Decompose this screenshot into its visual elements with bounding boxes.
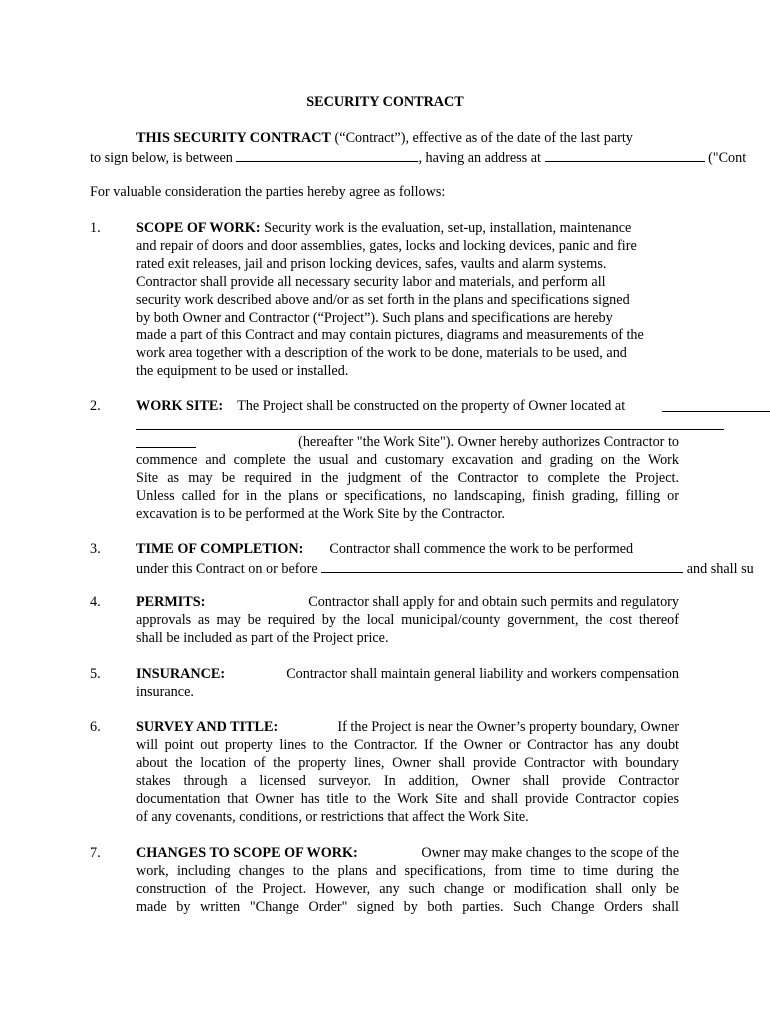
section-1-line: made a part of this Contract and may contain pictures, diagrams and measurements of the — [136, 327, 644, 344]
section-3-line-2 — [136, 559, 754, 579]
section-6-line: of any covenants, conditions, or restrictions that affect the Work Site. — [136, 808, 529, 825]
section-2-line: Unless called for in the plans or specifications, no landscaping, finish grading, filling or — [136, 487, 679, 504]
section-6-heading: SURVEY AND TITLE: — [136, 719, 279, 735]
section-1-line: the equipment to be used or installed. — [136, 363, 349, 380]
section-3-line-2-a: under this Contract on or before — [136, 561, 318, 577]
section-1-body — [136, 220, 679, 381]
section-6-number: 6. — [90, 719, 101, 735]
section-3-line-2-b: and shall su — [686, 561, 754, 577]
intro-line-2-b: , having an address at — [418, 150, 545, 166]
section-3-number: 3. — [90, 541, 101, 557]
section-7-line-1 — [136, 845, 679, 863]
section-7-line: construction of the Project. However, any such change or modification shall only be — [136, 880, 679, 897]
section-7-line-1-text: Owner may make changes to the scope of the — [421, 845, 679, 861]
section-6-line: about the location of the property lines, Owner shall provide Contractor with boundary — [136, 754, 679, 771]
work-site-address-blank-3[interactable] — [136, 434, 196, 448]
section-1-line: security work described above and/or as set forth in the plans and specifications signed — [136, 291, 630, 308]
section-5-heading: INSURANCE: — [136, 666, 226, 682]
section-4-line-1-text: Contractor shall apply for and obtain such permits and regulatory — [308, 594, 679, 610]
section-1-line: Contractor shall provide all necessary security labor and materials, and perform all — [136, 273, 606, 290]
work-site-address-blank-2[interactable] — [136, 416, 724, 430]
section-2-line: excavation is to be performed at the Work Site by the Contractor. — [136, 505, 505, 522]
work-site-address-blank-1[interactable] — [662, 398, 770, 412]
section-1-line: work area together with a description of the work to be done, materials to be used, and — [136, 345, 627, 362]
section-7-heading: CHANGES TO SCOPE OF WORK: — [136, 845, 358, 861]
section-2-line-3 — [136, 434, 679, 452]
section-1-line: rated exit releases, jail and prison locking devices, safes, vaults and alarm systems. — [136, 255, 607, 272]
section-6-line: documentation that Owner has title to the Work Site and shall provide Contractor copies — [136, 790, 679, 807]
section-2-line-1 — [136, 398, 625, 416]
section-2-line: Site as may be required in the judgment of the Contractor to complete the Project. — [136, 469, 679, 486]
section-6-line: stakes through a licensed surveyor. In addition, Owner shall provide Contractor — [136, 772, 679, 789]
section-6-body — [136, 719, 679, 826]
section-7-line: made by written "Change Order" signed by both parties. Such Change Orders shall — [136, 898, 679, 915]
section-5-body — [136, 666, 679, 702]
section-4-number: 4. — [90, 594, 101, 610]
section-6-line-1-text: If the Project is near the Owner’s property boundary, Owner — [337, 719, 679, 735]
intro-line-2 — [90, 148, 746, 168]
start-date-blank[interactable] — [321, 559, 683, 573]
party-name-blank[interactable] — [236, 148, 418, 162]
section-4-line: shall be included as part of the Project price. — [136, 629, 389, 646]
section-2-line-1-text: The Project shall be constructed on the property of Owner located at — [237, 398, 626, 414]
section-2-body — [136, 434, 679, 524]
intro-line-1-rest: (“Contract”), effective as of the date of the last party — [331, 130, 633, 146]
party-address-blank[interactable] — [545, 148, 705, 162]
section-4-heading: PERMITS: — [136, 594, 206, 610]
section-1-line: and repair of doors and door assemblies, gates, locks and locking devices, panic and fire — [136, 237, 637, 254]
section-4-line: approvals as may be required by the local municipal/county government, the cost thereof — [136, 611, 679, 628]
section-2-heading: WORK SITE: — [136, 398, 224, 414]
section-4-line-1 — [136, 594, 679, 612]
section-1-number: 1. — [90, 220, 101, 236]
section-4-body — [136, 594, 679, 648]
intro-bold-lead: THIS SECURITY CONTRACT — [136, 130, 331, 146]
section-5-line-1-text: Contractor shall maintain general liability and workers compensation — [286, 666, 679, 682]
section-5-line: insurance. — [136, 683, 194, 700]
intro-line-2-a: to sign below, is between — [90, 150, 237, 166]
section-2-line-3-text: (hereafter "the Work Site"). Owner hereby authorizes Contractor to — [298, 434, 679, 450]
section-5-line-1 — [136, 666, 679, 684]
intro-line-1 — [136, 130, 633, 148]
document-title: SECURITY CONTRACT — [306, 94, 464, 110]
section-6-line: will point out property lines to the Contractor. If the Owner or Contractor has any doubt — [136, 736, 679, 753]
section-1-line — [136, 220, 679, 238]
section-3-heading: TIME OF COMPLETION: — [136, 541, 304, 557]
intro-line-2-c: ("Cont — [704, 150, 747, 166]
section-1-heading: SCOPE OF WORK: — [136, 220, 261, 236]
section-3-line-1 — [136, 541, 633, 559]
section-7-line: work, including changes to the plans and specifications, from time to time during the — [136, 862, 679, 879]
section-7-number: 7. — [90, 845, 101, 861]
consideration-text: For valuable consideration the parties hereby agree as follows: — [90, 184, 446, 200]
section-2-number: 2. — [90, 398, 101, 414]
section-6-line-1 — [136, 719, 679, 737]
section-7-body — [136, 845, 679, 917]
section-5-number: 5. — [90, 666, 101, 682]
section-2-line: commence and complete the usual and customary excavation and grading on the Work — [136, 451, 679, 468]
section-1-line: by both Owner and Contractor (“Project”). Such plans and specifications are hereby — [136, 309, 613, 326]
section-3-line-1-text: Contractor shall commence the work to be performed — [329, 541, 634, 557]
section-1-line-text: Security work is the evaluation, set-up, installation, maintenance — [260, 220, 632, 236]
